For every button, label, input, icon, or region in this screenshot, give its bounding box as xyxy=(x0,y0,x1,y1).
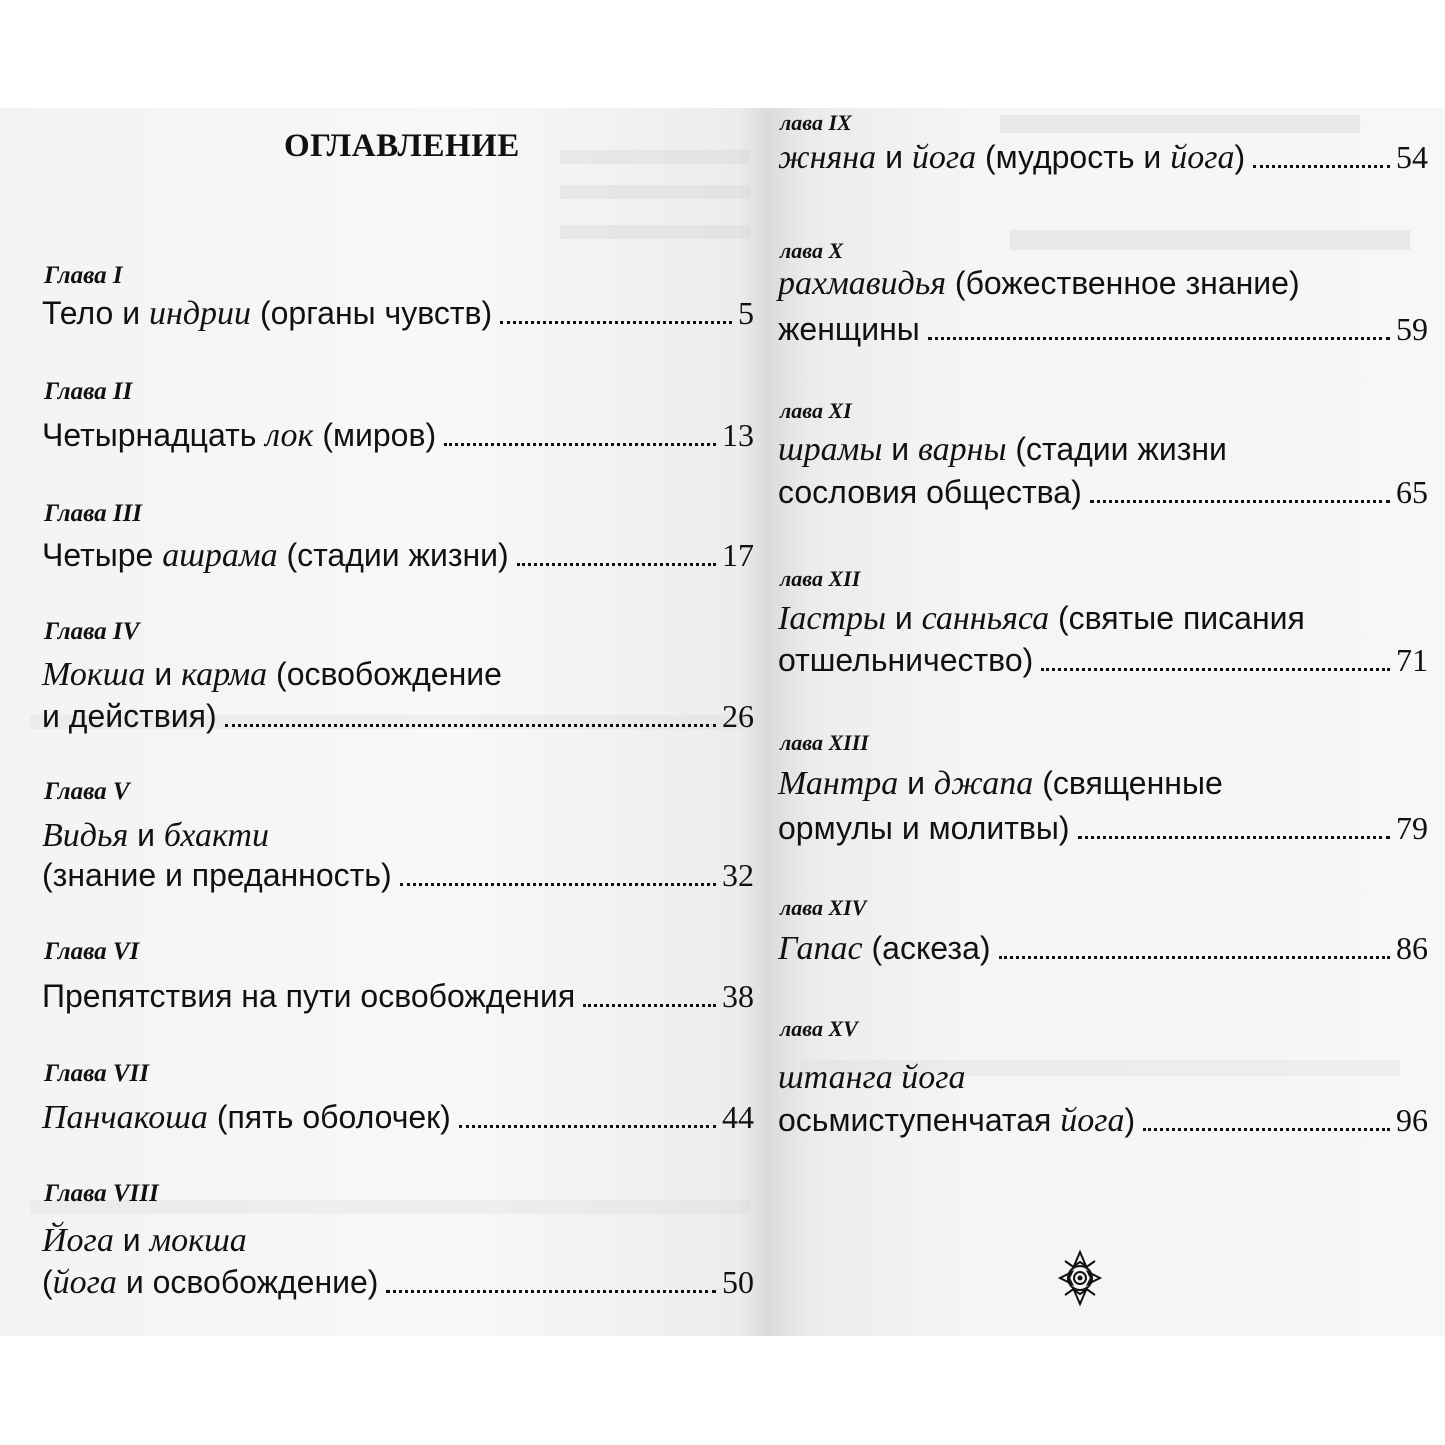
dot-leader xyxy=(999,956,1390,959)
chapter-label: Глава IV xyxy=(44,618,140,645)
italic-term: жняна xyxy=(778,139,877,176)
page-number: 71 xyxy=(1396,642,1428,678)
chapter-title-line xyxy=(42,1262,754,1303)
chapter-title-line xyxy=(778,640,1428,681)
page-number: 5 xyxy=(738,295,754,331)
page-number: 26 xyxy=(722,698,754,734)
chapter-title-line xyxy=(778,1100,1428,1141)
title-text: (мудрость и xyxy=(976,139,1171,175)
title-text: и xyxy=(886,600,922,636)
page-number: 13 xyxy=(722,417,754,453)
italic-term: джапа xyxy=(933,765,1034,802)
chapter-title-line xyxy=(42,855,754,896)
chapter-title-line xyxy=(778,429,1227,470)
italic-term: варны xyxy=(918,431,1007,468)
chapter-title-line xyxy=(778,1058,966,1098)
dot-leader xyxy=(500,321,732,324)
title-text: (знание и преданность) xyxy=(42,857,392,893)
chapter-label: лава XIV xyxy=(780,895,867,920)
chapter-label: Глава VII xyxy=(44,1060,149,1087)
chapter-label: лава XI xyxy=(780,398,852,423)
title-text: отшельничество) xyxy=(778,642,1034,678)
dot-leader xyxy=(1041,668,1390,671)
italic-term: йога xyxy=(1060,1102,1125,1139)
title-text: (стадии жизни xyxy=(1006,431,1227,467)
italic-term: ашрама xyxy=(162,537,278,574)
italic-term: санньяса xyxy=(921,600,1050,637)
dot-leader xyxy=(928,337,1390,340)
chapter-label: лава XV xyxy=(780,1016,858,1041)
page-number: 59 xyxy=(1396,311,1428,347)
italic-term: Видья xyxy=(42,817,129,854)
page-number: 65 xyxy=(1396,474,1428,510)
title-text: ормулы и молитвы) xyxy=(778,810,1070,846)
title-text: (священные xyxy=(1033,765,1223,801)
italic-term: Мокша xyxy=(42,656,146,693)
page-number: 17 xyxy=(722,537,754,573)
italic-term: Гапас xyxy=(778,930,863,967)
chapter-label: Глава VI xyxy=(44,938,140,965)
title-text: осьмиступенчатая xyxy=(778,1102,1061,1138)
page-number: 50 xyxy=(722,1264,754,1300)
chapter-title-line xyxy=(42,696,754,737)
chapter-label: лава XIII xyxy=(780,730,869,755)
italic-term: индрии xyxy=(148,295,252,332)
title-text: ) xyxy=(1234,139,1246,175)
italic-term: бхакти xyxy=(163,817,269,854)
chapter-title-line xyxy=(42,535,754,576)
italic-term: мокша xyxy=(149,1222,247,1259)
title-text: и xyxy=(898,765,934,801)
chapter-title-line xyxy=(778,763,1223,804)
dot-leader xyxy=(1090,500,1390,503)
chapter-title-line xyxy=(778,928,1428,969)
dot-leader xyxy=(444,443,716,446)
chapter-title-line xyxy=(42,293,754,334)
chapter-title-line xyxy=(778,137,1428,178)
flower-ornament-icon xyxy=(1058,1248,1102,1308)
italic-term: лок xyxy=(265,417,314,454)
chapter-label: Глава I xyxy=(44,262,123,289)
chapter-title-line xyxy=(42,415,754,456)
italic-term: Іастры xyxy=(778,600,886,637)
title-text: (святые писания xyxy=(1049,600,1305,636)
italic-term: Мантра xyxy=(778,765,899,802)
title-text: и xyxy=(145,656,182,692)
italic-term: йога xyxy=(911,139,977,176)
title-text: и xyxy=(876,139,912,175)
title-text: ) xyxy=(1124,1102,1136,1138)
title-text: (освобождение xyxy=(267,656,502,692)
italic-term: йога xyxy=(52,1264,117,1301)
italic-term: шрамы xyxy=(778,431,883,468)
title-text: Препятствия на пути освобождения xyxy=(42,978,576,1014)
page-number: 86 xyxy=(1396,930,1428,966)
title-text: и xyxy=(882,431,919,467)
title-text: и действия) xyxy=(42,698,217,734)
chapter-label: лава X xyxy=(780,238,844,263)
chapter-title-line xyxy=(778,263,1300,304)
chapter-label: Глава V xyxy=(44,778,130,805)
chapter-label: лава IX xyxy=(780,110,852,135)
dot-leader xyxy=(225,724,716,727)
title-text: сословия общества) xyxy=(778,474,1082,510)
title-text: ( xyxy=(42,1264,53,1300)
italic-term: Йога xyxy=(42,1222,114,1259)
dot-leader xyxy=(386,1290,716,1293)
dot-leader xyxy=(459,1125,716,1128)
chapter-label: Глава II xyxy=(44,378,133,405)
chapter-title-line xyxy=(778,309,1428,350)
chapter-title-line xyxy=(42,1220,247,1261)
page-number: 79 xyxy=(1396,810,1428,846)
title-text: (божественное знание) xyxy=(946,265,1300,301)
chapter-title-line xyxy=(778,808,1428,849)
title-text: (органы чувств) xyxy=(251,295,493,331)
title-text: Четыре xyxy=(42,537,163,573)
chapter-title-line xyxy=(42,815,269,856)
title-text: (стадии жизни) xyxy=(277,537,509,573)
chapter-title-line xyxy=(42,654,502,695)
title-text: (пять оболочек) xyxy=(207,1099,451,1135)
dot-leader xyxy=(583,1004,716,1007)
title-text: (миров) xyxy=(313,417,437,453)
dot-leader xyxy=(400,883,716,886)
title-text: Тело и xyxy=(42,295,149,331)
page-number: 32 xyxy=(722,857,754,893)
title-text: Четырнадцать xyxy=(42,417,266,453)
chapter-label: лава XII xyxy=(780,566,861,591)
page-number: 38 xyxy=(722,978,754,1014)
chapter-title-line xyxy=(42,976,754,1017)
chapter-title-line xyxy=(778,472,1428,513)
chapter-title-line xyxy=(778,598,1305,639)
dot-leader xyxy=(1078,836,1390,839)
italic-term: штанга йога xyxy=(778,1059,966,1096)
italic-term: Панчакоша xyxy=(42,1099,208,1136)
page-number: 54 xyxy=(1396,139,1428,175)
italic-term: карма xyxy=(181,656,268,693)
page-title: ОГЛАВЛЕНИЕ xyxy=(284,128,520,164)
title-text: и xyxy=(113,1222,150,1258)
title-text: и освобождение) xyxy=(116,1264,379,1300)
dot-leader xyxy=(1143,1128,1390,1131)
chapter-title-line xyxy=(42,1097,754,1138)
italic-term: йога xyxy=(1170,139,1235,176)
title-text: женщины xyxy=(778,311,920,347)
page-number: 96 xyxy=(1396,1102,1428,1138)
italic-term: рахмавидья xyxy=(778,265,947,302)
title-text: (аскеза) xyxy=(862,930,991,966)
dot-leader xyxy=(517,563,716,566)
chapter-label: Глава III xyxy=(44,500,143,527)
title-text: и xyxy=(128,817,164,853)
chapter-label: Глава VIII xyxy=(44,1180,159,1207)
dot-leader xyxy=(1253,165,1390,168)
page-number: 44 xyxy=(722,1099,754,1135)
